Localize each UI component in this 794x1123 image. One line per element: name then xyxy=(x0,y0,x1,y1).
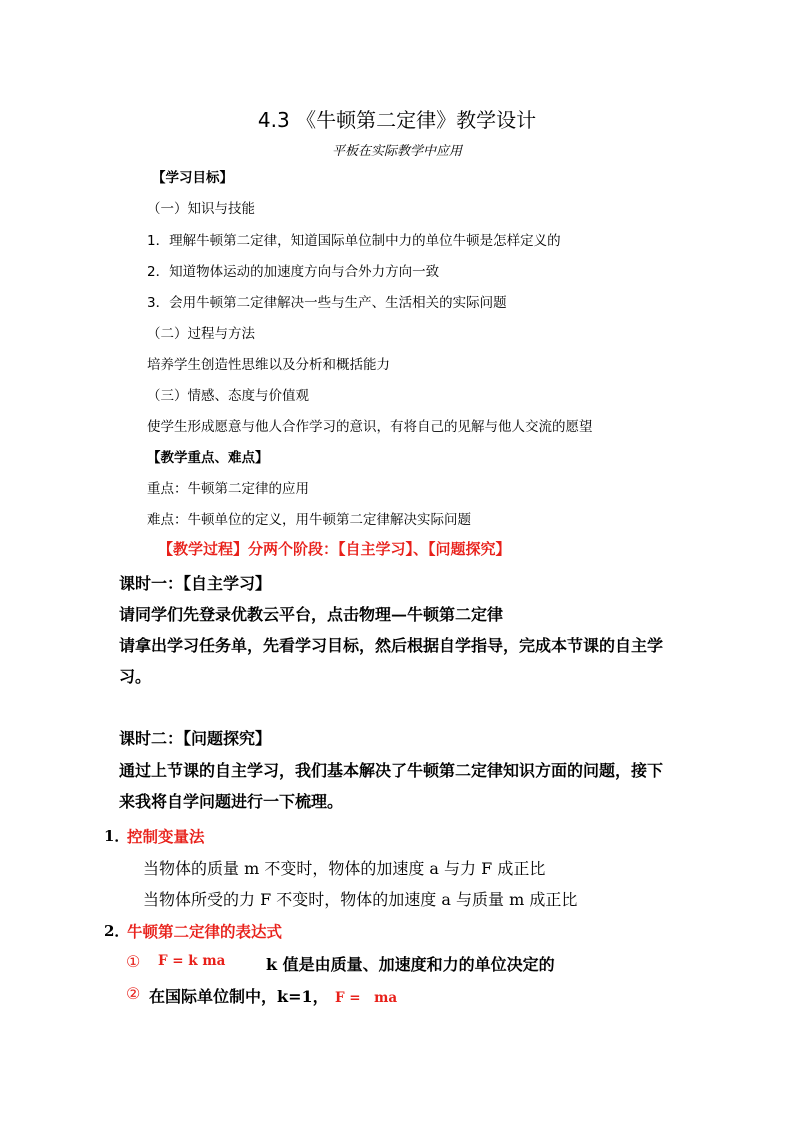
lesson2-line1b: 来我将自学问题进行一下梳理。 xyxy=(119,792,344,811)
point1-title: 控制变量法 xyxy=(127,827,205,846)
point2-number: 2． xyxy=(104,922,130,940)
objective-item-2: 2．知道物体运动的加速度方向与合外力方向一致 xyxy=(147,264,440,280)
process-heading: 【教学过程】分两个阶段：【自主学习】、【问题探究】 xyxy=(158,540,511,558)
objectives-section-2: （二）过程与方法 xyxy=(147,326,255,342)
keypoint-key: 重点：牛顿第二定律的应用 xyxy=(147,481,309,497)
objective-item-1: 1．理解牛顿第二定律，知道国际单位制中力的单位牛顿是怎样定义的 xyxy=(147,233,561,249)
objective-item-3: 3．会用牛顿第二定律解决一些与生产、生活相关的实际问题 xyxy=(147,295,507,311)
objectives-section-2-text: 培养学生创造性思维以及分析和概括能力 xyxy=(147,357,390,373)
keypoint-difficult: 难点：牛顿单位的定义，用牛顿第二定律解决实际问题 xyxy=(147,512,471,528)
formula-1-marker: ① xyxy=(126,952,141,971)
formula-2-text: 在国际单位制中，k=1， xyxy=(149,987,329,1006)
lesson1-line2b: 习。 xyxy=(119,667,152,686)
point2-title: 牛顿第二定律的表达式 xyxy=(127,922,283,941)
formula-1: F = k ma xyxy=(158,953,226,969)
point1-number: 1． xyxy=(104,827,130,845)
lesson2-heading: 课时二：【问题探究】 xyxy=(119,729,272,748)
objectives-section-3: （三）情感、态度与价值观 xyxy=(147,388,309,404)
lesson1-line1: 请同学们先登录优教云平台，点击物理—牛顿第二定律 xyxy=(119,605,504,624)
document-subtitle: 平板在实际教学中应用 xyxy=(331,144,462,159)
lesson1-line2a: 请拿出学习任务单，先看学习目标，然后根据自学指导，完成本节课的自主学 xyxy=(119,636,664,655)
lesson2-line1a: 通过上节课的自主学习，我们基本解决了牛顿第二定律知识方面的问题，接下 xyxy=(119,761,664,780)
point1-line2: 当物体所受的力 F 不变时，物体的加速度 a 与质量 m 成正比 xyxy=(143,890,578,909)
document-title: 4.3 《牛顿第二定律》教学设计 xyxy=(257,108,537,132)
point1-line1: 当物体的质量 m 不变时，物体的加速度 a 与力 F 成正比 xyxy=(143,859,546,878)
objectives-heading: 【学习目标】 xyxy=(152,170,233,186)
formula-2: F = ma xyxy=(335,990,398,1006)
formula-2-marker: ② xyxy=(126,984,141,1003)
formula-1-text: k 值是由质量、加速度和力的单位决定的 xyxy=(266,955,555,974)
objectives-section-1: （一）知识与技能 xyxy=(147,201,255,217)
lesson1-heading: 课时一：【自主学习】 xyxy=(119,574,272,593)
objectives-section-3-text: 使学生形成愿意与他人合作学习的意识，有将自己的见解与他人交流的愿望 xyxy=(147,419,593,435)
keypoints-heading: 【教学重点、难点】 xyxy=(147,450,269,466)
